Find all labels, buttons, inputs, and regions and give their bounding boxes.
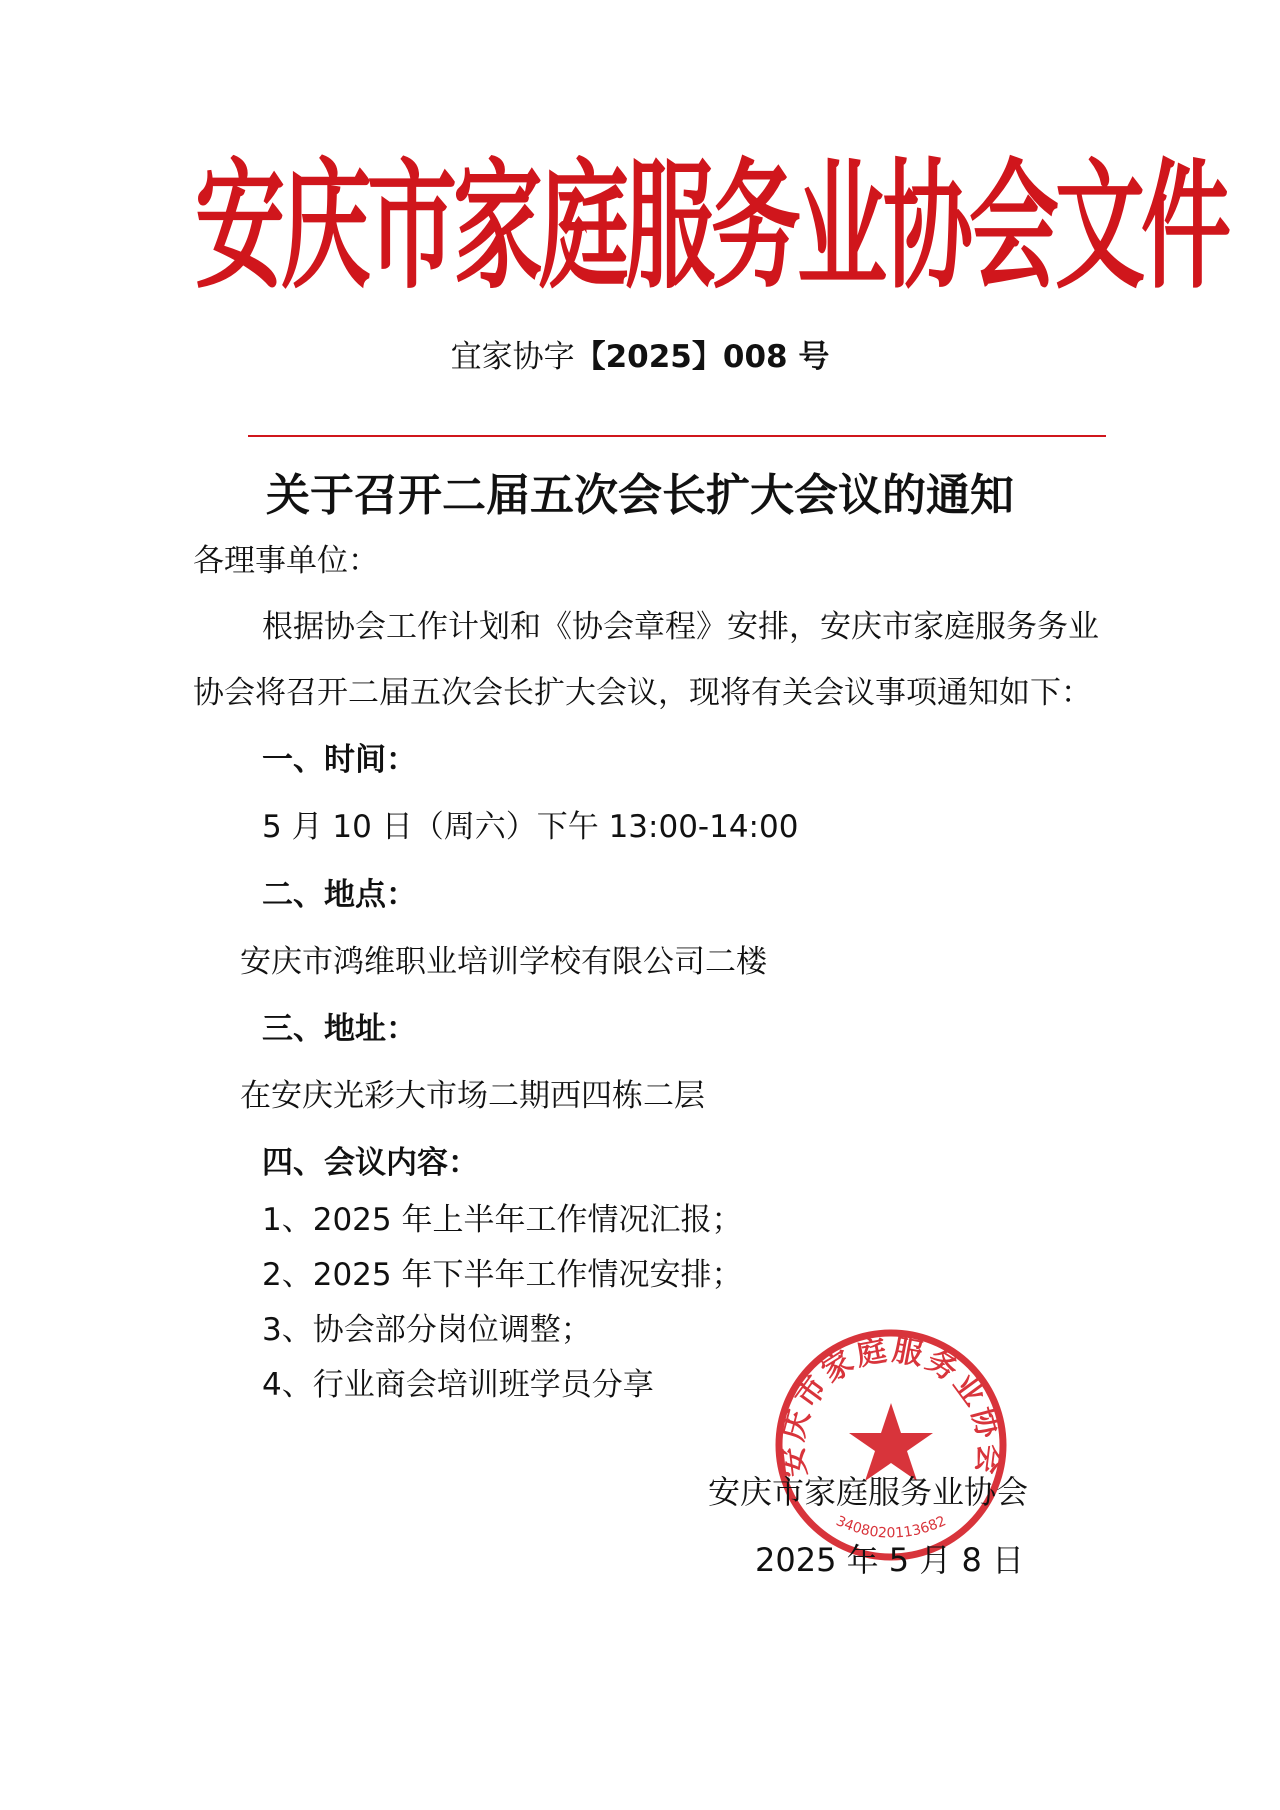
intro-paragraph-line-2: 协会将召开二届五次会长扩大会议，现将有关会议事项通知如下： — [193, 675, 1092, 711]
document-number — [0, 335, 1280, 379]
intro-paragraph-line-1: 根据协会工作计划和《协会章程》安排，安庆市家庭服务务业 — [262, 609, 1099, 645]
seal-ring-text: 安庆市家庭服务业协会 — [774, 1332, 1008, 1479]
signature-date: 2025 年 5 月 8 日 — [755, 1541, 1025, 1579]
header-divider-line — [248, 435, 1106, 437]
section-heading-place: 二、地点： — [262, 877, 417, 913]
section-heading-address: 三、地址： — [262, 1011, 417, 1047]
section-heading-time: 一、时间： — [262, 742, 417, 778]
seal-code-text: 3408020113682 — [833, 1513, 949, 1542]
document-header-title: 安庆市家庭服务业协会文件 — [195, 144, 1227, 309]
agenda-item: 2、2025 年下半年工作情况安排； — [262, 1257, 743, 1293]
meeting-place-value: 安庆市鸿维职业培训学校有限公司二楼 — [240, 944, 767, 980]
meeting-time-value: 5 月 10 日（周六）下午 13:00-14:00 — [262, 809, 799, 845]
notice-title: 关于召开二届五次会长扩大会议的通知 — [266, 470, 1014, 521]
agenda-item: 4、行业商会培训班学员分享 — [262, 1367, 654, 1403]
agenda-item: 3、协会部分岗位调整； — [262, 1312, 592, 1348]
meeting-address-value: 在安庆光彩大市场二期西四栋二层 — [240, 1078, 705, 1114]
document-number-suffix: 008 号 — [722, 339, 830, 375]
agenda-item: 1、2025 年上半年工作情况汇报； — [262, 1202, 743, 1238]
document-number-year: 【2025】 — [574, 339, 723, 375]
signature-organization: 安庆市家庭服务业协会 — [708, 1473, 1029, 1511]
section-heading-content: 四、会议内容： — [262, 1145, 479, 1181]
official-seal — [771, 1325, 1011, 1565]
document-number-prefix: 宜家协字 — [450, 339, 575, 375]
salutation: 各理事单位： — [193, 543, 379, 579]
